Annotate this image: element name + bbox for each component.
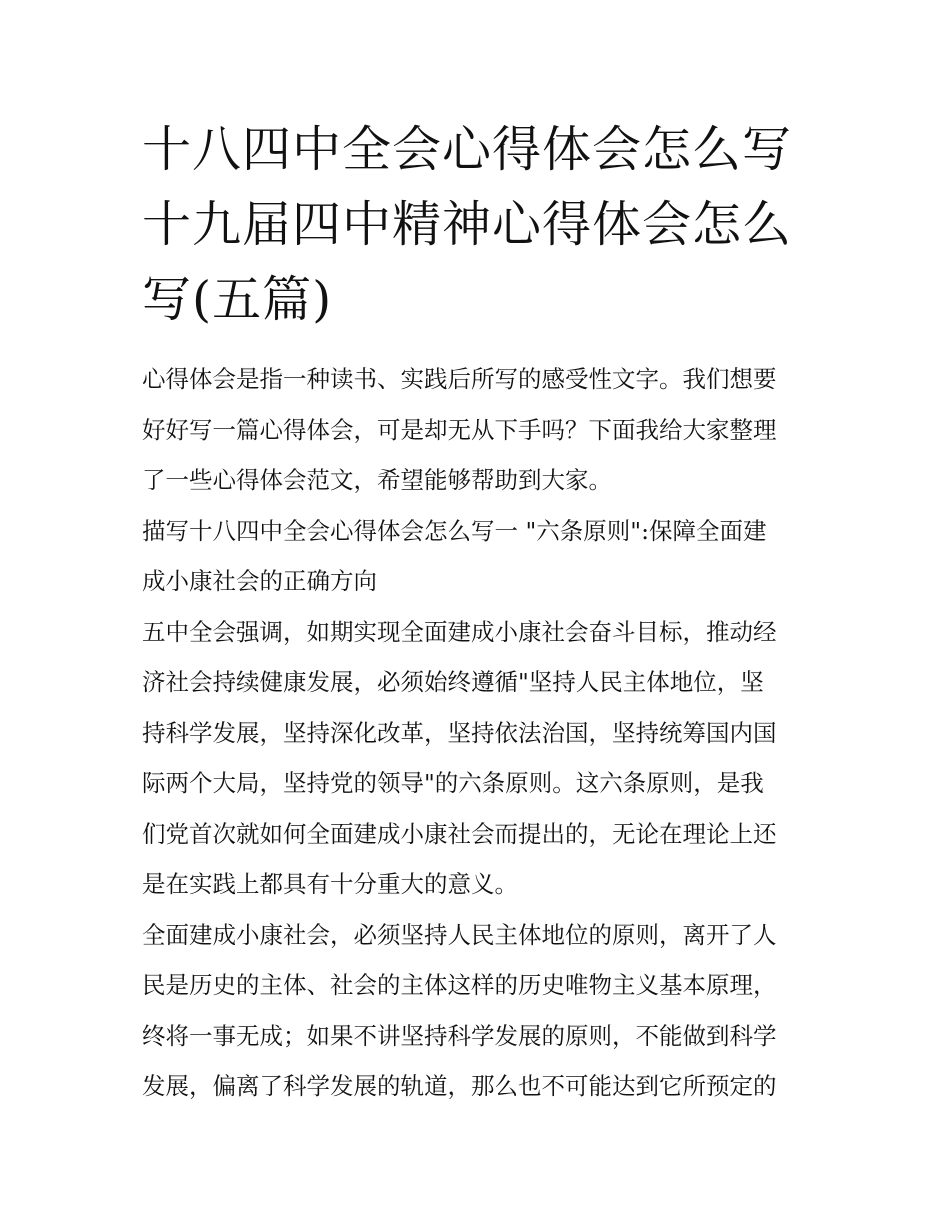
document-title [142,112,822,337]
text-line: 们党首次就如何全面建成小康社会而提出的，无论在理论上还 [142,819,777,848]
section-heading [142,506,822,607]
title-line: 十九届四中精神心得体会怎么 [142,196,793,253]
text-line: 心得体会是指一种读书、实践后所写的感受性文字。我们想要 [142,365,777,393]
text-line: 了一些心得体会范文，希望能够帮助到大家。 [142,466,612,494]
text-line: 是在实践上都具有十分重大的意义。 [142,870,518,898]
text-line: 发展，偏离了科学发展的轨道，那么也不可能达到它所预定的 [142,1072,777,1100]
text-line: 好好写一篇心得体会，可是却无从下手吗？下面我给大家整理 [142,415,777,444]
document-body [142,354,822,1112]
text-line: 济社会持续健康发展，必须始终遵循"坚持人民主体地位，坚 [142,668,764,696]
text-line: 际两个大局，坚持党的领导"的六条原则。这六条原则，是我 [142,769,764,797]
text-line: 持科学发展，坚持深化改革，坚持依法治国，坚持统筹国内国 [142,718,777,747]
text-line: 终将一事无成；如果不讲坚持科学发展的原则，不能做到科学 [142,1021,777,1050]
text-line: 民是历史的主体、社会的主体这样的历史唯物主义基本原理， [142,971,777,999]
body-paragraph [142,607,822,910]
text-line: 成小康社会的正确方向 [142,567,377,595]
text-line: 五中全会强调，如期实现全面建成小康社会奋斗目标，推动经 [142,617,777,646]
text-line: 描写十八四中全会心得体会怎么写一 "六条原则":保障全面建 [142,516,767,545]
text-line: 全面建成小康社会，必须坚持人民主体地位的原则，离开了人 [142,920,777,949]
intro-paragraph [142,354,822,506]
title-line: 十八四中全会心得体会怎么写 [142,121,793,178]
title-line: 写(五篇) [142,271,333,328]
body-paragraph [142,910,822,1112]
